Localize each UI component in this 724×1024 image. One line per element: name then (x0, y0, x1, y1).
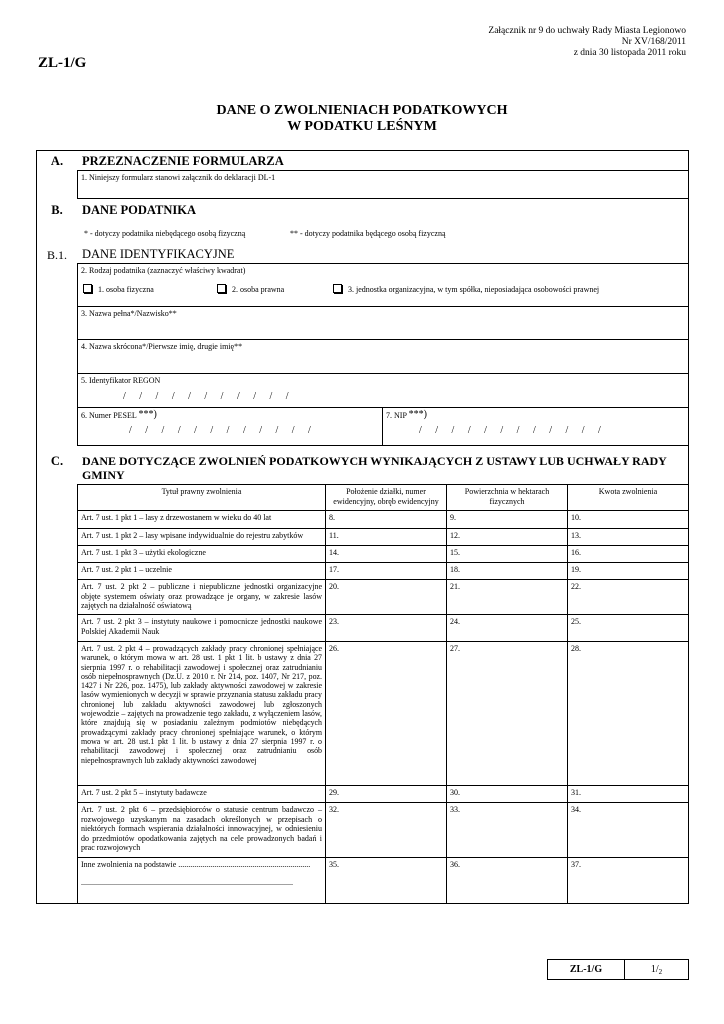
table-cell-area[interactable] (446, 562, 568, 580)
table-cell-area[interactable] (446, 510, 568, 529)
field-2-label: 2. Rodzaj podatnika (zaznaczyć właściwy kwadrat) (81, 266, 246, 275)
cell-number: 8. (329, 513, 335, 522)
cell-number: 26. (329, 644, 339, 653)
field-6-label: 6. Numer PESEL (81, 411, 137, 420)
col-header-legal-title-text: Tytuł prawny zwolnienia (161, 487, 242, 496)
col-header-plot-location (325, 484, 447, 511)
field-7-footnote: ***) (408, 409, 427, 420)
cell-number: 23. (329, 617, 339, 626)
cell-number: 10. (571, 513, 581, 522)
table-row-title (77, 785, 326, 803)
cell-number: 27. (450, 644, 460, 653)
cell-number: 30. (450, 788, 460, 797)
table-cell-location[interactable] (325, 562, 447, 580)
checkbox-legal-person[interactable] (217, 284, 226, 293)
field-1-label: 1. Niniejszy formularz stanowi załącznik do deklaracji DL-1 (81, 173, 276, 182)
attachment-line-3: z dnia 30 listopada 2011 roku (573, 48, 686, 58)
col-header-exemption-amount-text: Kwota zwolnienia (598, 487, 658, 496)
table-row-title (77, 641, 326, 786)
cell-number: 12. (450, 531, 460, 540)
table-cell-amount[interactable] (567, 510, 689, 529)
section-b1-title: DANE IDENTYFIKACYJNE (82, 247, 235, 261)
field-6-footnote: ***) (138, 409, 157, 420)
field-4-short-name[interactable] (77, 339, 689, 374)
section-c-letter: C. (50, 454, 64, 468)
table-cell-amount[interactable] (567, 545, 689, 563)
regon-slashes: / / / / / / / / / / / (123, 390, 289, 402)
section-b1-letter: B.1. (46, 248, 67, 262)
col-header-legal-title (77, 484, 326, 511)
table-cell-location[interactable] (325, 510, 447, 529)
table-cell-location[interactable] (325, 614, 447, 642)
col-header-area (446, 484, 568, 511)
title-line-1: DANE O ZWOLNIENIACH PODATKOWYCH (216, 103, 508, 118)
table-cell-location[interactable] (325, 528, 447, 546)
page-total: 2 (658, 968, 663, 976)
form-code: ZL-1/G (38, 55, 87, 71)
section-c-title-line-2: GMINY (82, 468, 125, 482)
table-cell-location[interactable] (325, 802, 447, 858)
cell-number: 21. (450, 582, 460, 591)
cell-number: 15. (450, 548, 460, 557)
row-title-text: Art. 7 ust. 2 pkt 3 – instytuty naukowe i pomocnicze jednostki naukowe Polskiej Akademii Nauk (81, 617, 322, 636)
cell-number: 9. (450, 513, 456, 522)
table-row-title (77, 614, 326, 642)
col-header-exemption-amount (567, 484, 689, 511)
table-row-title (77, 579, 326, 615)
cell-number: 36. (450, 860, 460, 869)
table-row-title[interactable] (77, 857, 326, 904)
table-cell-amount[interactable] (567, 785, 689, 803)
field-3-full-name[interactable] (77, 306, 689, 340)
row-title-text: Inne zwolnienia na podstawie .................................................................. (81, 860, 311, 869)
table-cell-area[interactable] (446, 802, 568, 858)
field-5-regon[interactable] (77, 373, 689, 408)
table-row-title (77, 802, 326, 858)
cell-number: 19. (571, 565, 581, 574)
table-cell-area[interactable] (446, 785, 568, 803)
table-row-title (77, 545, 326, 563)
cell-number: 29. (329, 788, 339, 797)
title-line-2: W PODATKU LEŚNYM (287, 119, 437, 134)
attachment-line-2: Nr XV/168/2011 (621, 37, 686, 47)
table-cell-area[interactable] (446, 641, 568, 786)
page-title (0, 103, 724, 135)
section-b-letter: B. (51, 203, 63, 217)
table-cell-amount[interactable] (567, 528, 689, 546)
section-c-title (82, 454, 684, 482)
nip-slashes: / / / / / / / / / / / / (419, 424, 601, 436)
page-current: 1 (650, 964, 656, 975)
cell-number: 16. (571, 548, 581, 557)
field-3-label: 3. Nazwa pełna*/Nazwisko** (81, 309, 177, 318)
table-cell-location[interactable] (325, 545, 447, 563)
cell-number: 33. (450, 805, 460, 814)
cell-number: 20. (329, 582, 339, 591)
table-cell-amount[interactable] (567, 857, 689, 904)
cell-number: 31. (571, 788, 581, 797)
row-title-text: Art. 7 ust. 2 pkt 5 – instytuty badawcze (81, 788, 207, 797)
col-header-area-text: Powierzchnia w hektarach fizycznych (464, 487, 550, 506)
table-row-title (77, 562, 326, 580)
table-cell-area[interactable] (446, 579, 568, 615)
row-title-text: Art. 7 ust. 2 pkt 2 – publiczne i niepubliczne jednostki organizacyjne objęte systemem oświaty oraz prowadzące je organy, w zakresie lasów zajętych na działalność oświatową (81, 582, 322, 610)
table-cell-area[interactable] (446, 614, 568, 642)
cell-number: 28. (571, 644, 581, 653)
footer-page-number: $1/_2$ (650, 964, 663, 976)
attachment-line-1: Załącznik nr 9 do uchwały Rady Miasta Legionowo (488, 26, 686, 36)
attachment-note (488, 26, 686, 59)
cell-number: 13. (571, 531, 581, 540)
cell-number: 35. (329, 860, 339, 869)
row-title-text: Art. 7 ust. 2 pkt 6 – przedsiębiorców o statusie centrum badawczo – rozwojowego uzyskanym na zasadach określonych w przepisach o niektórych formach wspierania działalności innowacyjnej, w odniesieniu do przedmiotów opodatkowania zajętych na cele prowadzonych badań i prac rozwojowych (81, 805, 322, 852)
row-title-text: Art. 7 ust. 1 pkt 1 – lasy z drzewostanem w wieku do 40 lat (81, 513, 272, 522)
row-title-text: Art. 7 ust. 2 pkt 4 – prowadzących zakłady pracy chronionej spełniające warunek, o którym mowa w art. 28 ust. 1 pkt 1 lit. b ustawy z dnia 27 sierpnia 1997 r. o rehabilitacji zawodowej i społecznej oraz zatrudnianiu osób niepełnosprawnych (Dz.U. z 2010 r. Nr 214, poz. 1407, Nr 217, poz. 1427 i Nr 226, poz. 1475), lub zakłady aktywności zawodowej w zakresie lasów wymienionych w decyzji w sprawie przyznania statusu zakładu pracy chronionej lub zakładu aktywności zawodowej lub zgłoszonych wojewodzie – zajętych na prowadzenie tego zakładu, z wyłączeniem lasów, które znajdują się w posiadaniu zależnym podmiotów niebędących prowadzącymi zakłady pracy chronionej spełniające warunek, o którym mowa w art. 28 ust.1 pkt 1 lit. b ustawy z dnia 27 sierpnia 1997 r. o rehabilitacji zawodowej i społecznej oraz zatrudnianiu osób niepełnosprawnych lub zakłady aktywności zawodowej (81, 644, 322, 765)
section-b-title: DANE PODATNIKA (82, 203, 197, 217)
option-organizational-unit-label: 3. jednostka organizacyjna, w tym spółka, nieposiadająca osobowości prawnej (348, 284, 600, 294)
row-title-dotted-line: .......................................................................................................... (81, 877, 293, 887)
table-cell-area[interactable] (446, 528, 568, 546)
checkbox-organizational-unit[interactable] (333, 284, 342, 293)
checkbox-physical-person[interactable] (83, 284, 92, 293)
field-1-purpose (77, 170, 689, 199)
row-title-text: Art. 7 ust. 1 pkt 3 – użytki ekologiczne (81, 548, 206, 557)
table-cell-area[interactable] (446, 545, 568, 563)
table-cell-amount[interactable] (567, 802, 689, 858)
table-cell-location[interactable] (325, 857, 447, 904)
table-cell-location[interactable] (325, 785, 447, 803)
cell-number: 17. (329, 565, 339, 574)
table-cell-location[interactable] (325, 641, 447, 786)
option-legal-person-label: 2. osoba prawna (232, 284, 285, 294)
pesel-slashes: / / / / / / / / / / / / (129, 424, 311, 436)
field-4-label: 4. Nazwa skrócona*/Pierwsze imię, drugie imię** (81, 342, 243, 351)
row-title-text: Art. 7 ust. 2 pkt 1 – uczelnie (81, 565, 172, 574)
table-cell-amount[interactable] (567, 614, 689, 642)
row-title-text: Art. 7 ust. 1 pkt 2 – lasy wpisane indywidualnie do rejestru zabytków (81, 531, 304, 540)
table-cell-amount[interactable] (567, 579, 689, 615)
table-cell-amount[interactable] (567, 562, 689, 580)
cell-number: 24. (450, 617, 460, 626)
option-physical-person-label: 1. osoba fizyczna (98, 284, 154, 294)
note-physical: ** - dotyczy podatnika będącego osobą fizyczną (290, 229, 446, 238)
field-2-taxpayer-type (77, 263, 689, 307)
table-cell-location[interactable] (325, 579, 447, 615)
field-6-pesel[interactable] (77, 407, 383, 446)
col-header-plot-location-text: Położenie działki, numer ewidencyjny, obręb ewidencyjny (333, 487, 439, 506)
table-cell-area[interactable] (446, 857, 568, 904)
field-5-label: 5. Identyfikator REGON (81, 376, 161, 385)
cell-number: 32. (329, 805, 339, 814)
cell-number: 22. (571, 582, 581, 591)
field-7-nip[interactable] (382, 407, 689, 446)
cell-number: 37. (571, 860, 581, 869)
cell-number: 34. (571, 805, 581, 814)
table-row-title (77, 510, 326, 529)
note-non-physical: * - dotyczy podatnika niebędącego osobą fizyczną (84, 229, 246, 238)
cell-number: 18. (450, 565, 460, 574)
section-a-title: PRZEZNACZENIE FORMULARZA (82, 154, 284, 168)
footer-box (547, 959, 689, 980)
section-a-letter: A. (50, 154, 64, 168)
section-c-title-line-1: DANE DOTYCZĄCE ZWOLNIEŃ PODATKOWYCH WYNIKAJĄCYCH Z USTAWY LUB UCHWAŁY RADY (82, 454, 667, 468)
field-7-label: 7. NIP (386, 411, 407, 420)
table-cell-amount[interactable] (567, 641, 689, 786)
cell-number: 11. (329, 531, 339, 540)
cell-number: 14. (329, 548, 339, 557)
footer-form-code: ZL-1/G (548, 960, 625, 979)
table-row-title (77, 528, 326, 546)
cell-number: 25. (571, 617, 581, 626)
